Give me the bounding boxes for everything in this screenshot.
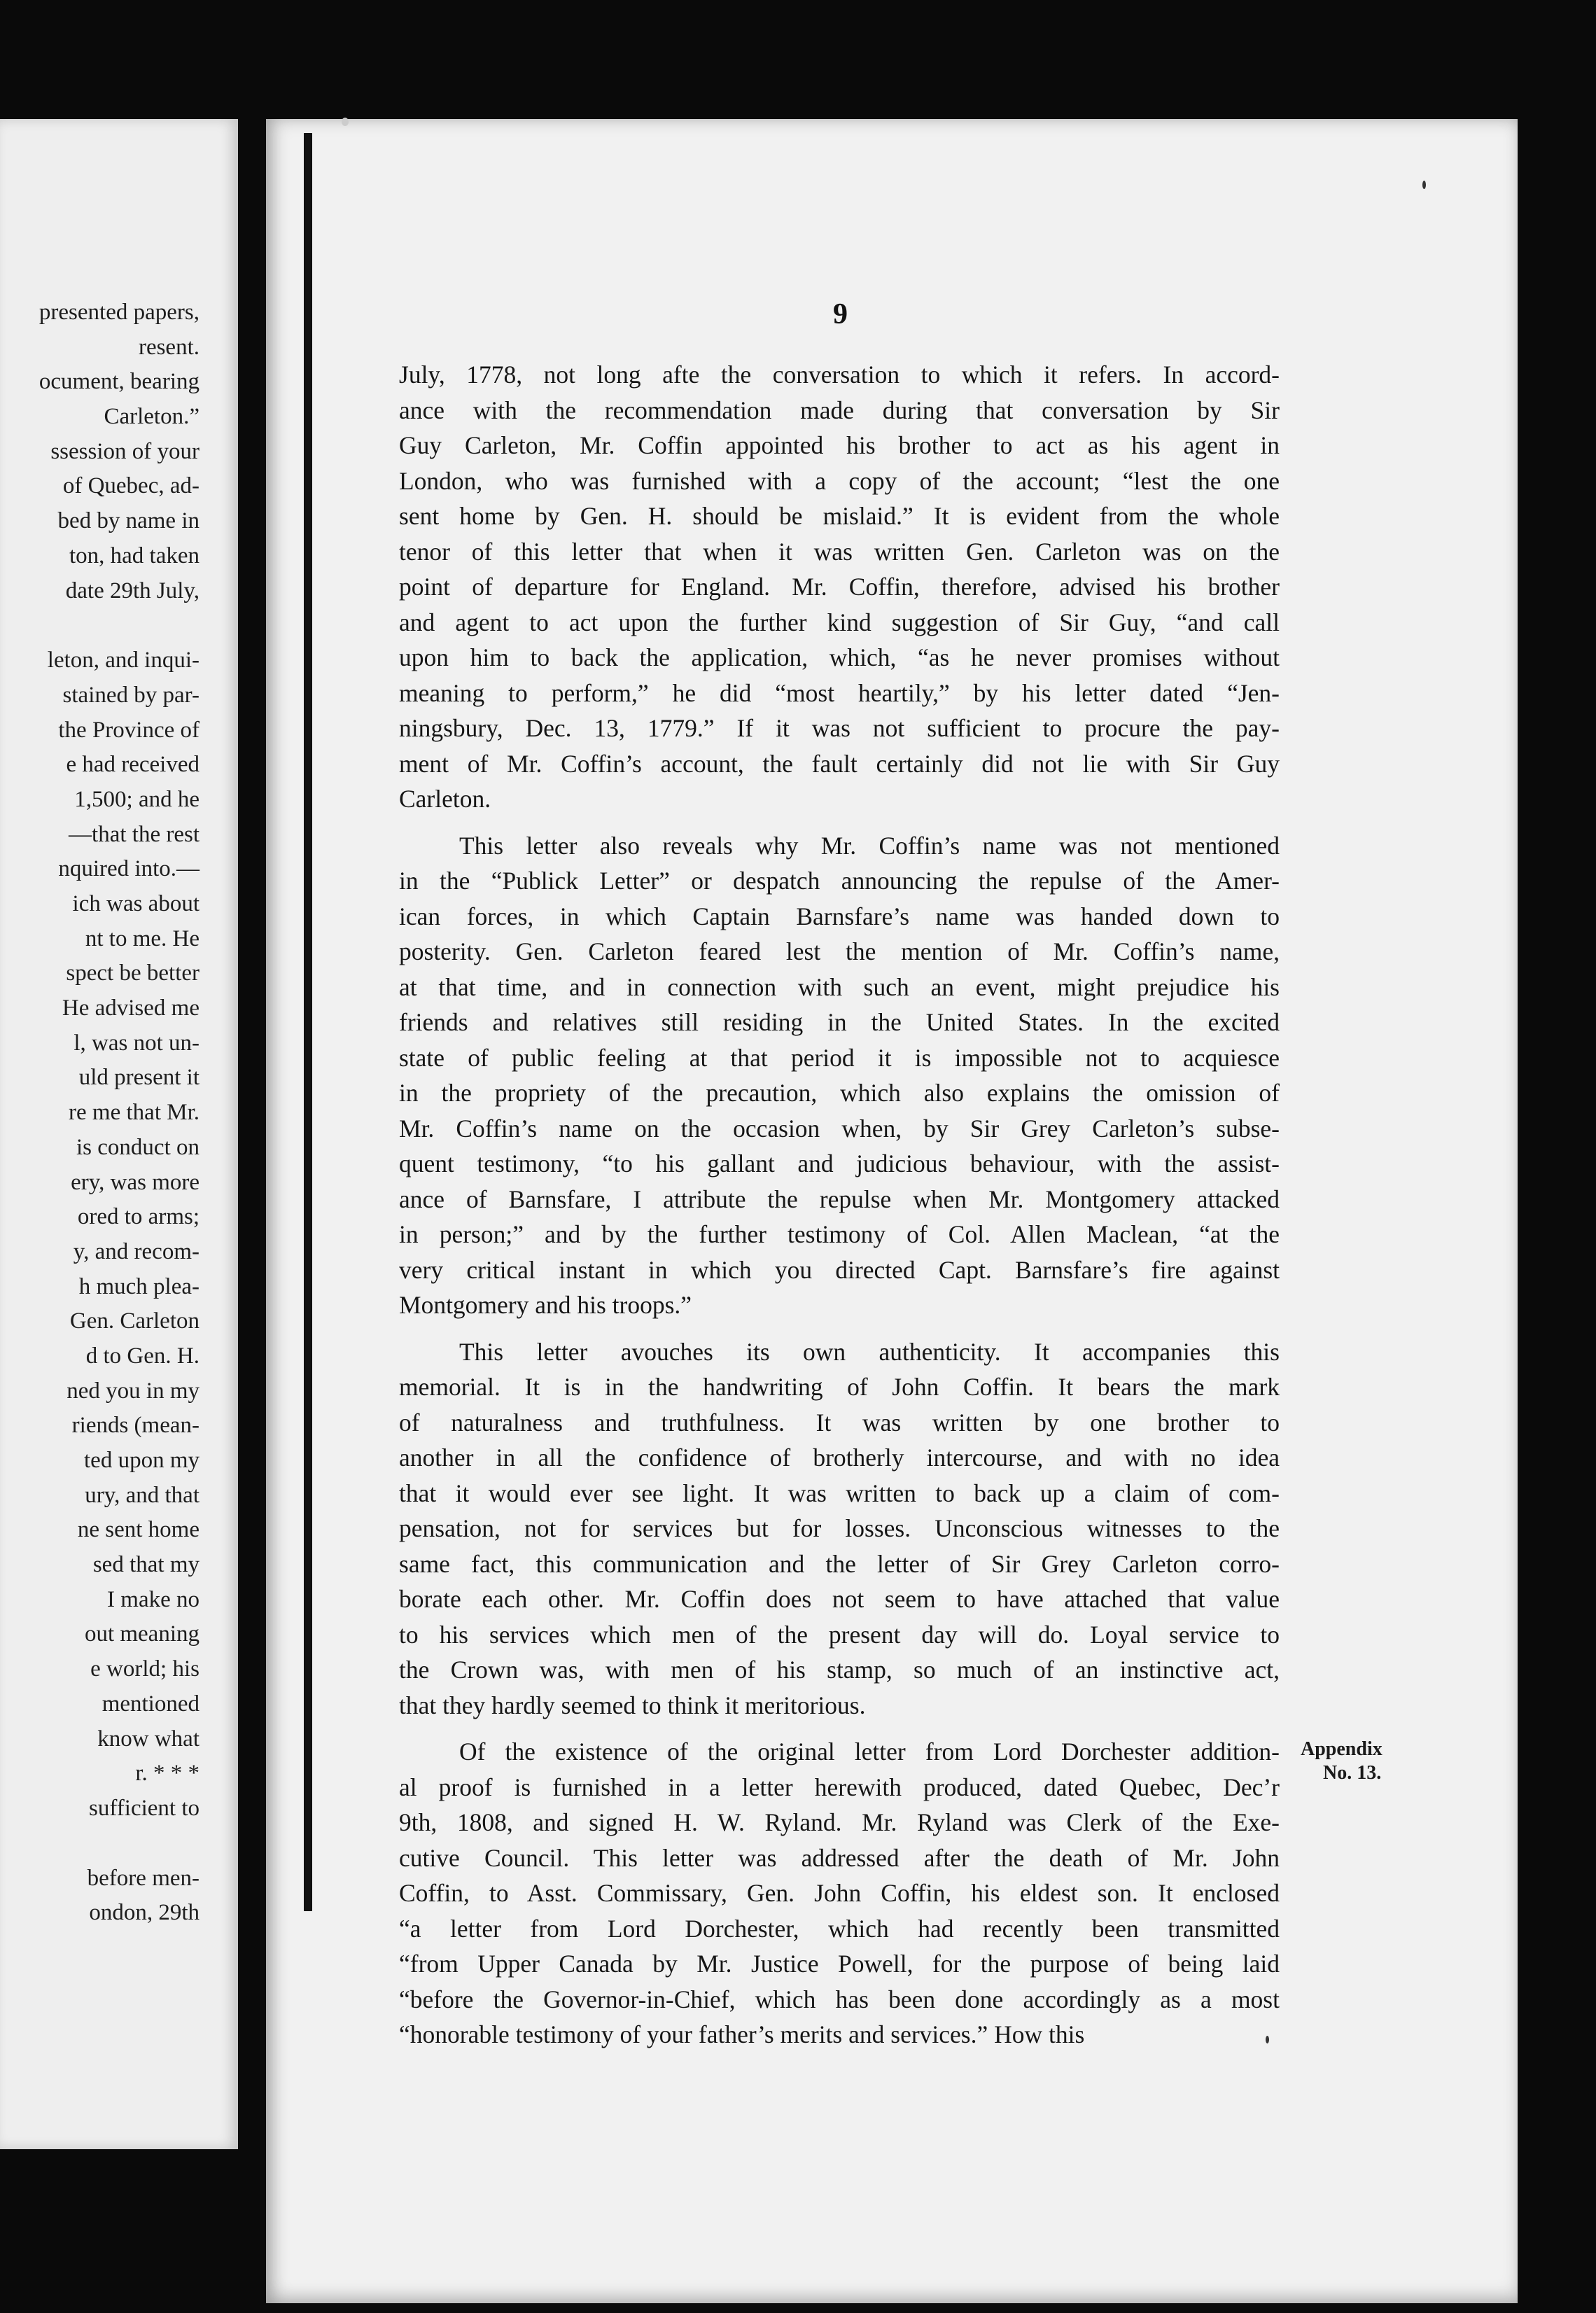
facing-page-line: uld present it (78, 1065, 200, 1091)
margin-note-number: No. 13. (1323, 1762, 1382, 1784)
text-line: tenor of this letter that when it was written Gen. Carleton was on the (399, 537, 1280, 566)
page-speck (1266, 2036, 1269, 2043)
text-line: ance with the recommendation made during that conversation by Sir (399, 396, 1280, 424)
text-line: This letter avouches its own authenticity. It accompanies this (459, 1337, 1280, 1366)
facing-page-line: ored to arms; (77, 1204, 200, 1230)
facing-page-line: ne sent home (77, 1517, 200, 1543)
facing-page-line: He advised me (62, 995, 200, 1021)
facing-page-line: is conduct on (76, 1134, 200, 1160)
facing-page-line: —that the rest (69, 821, 200, 847)
text-line: Mr. Coffin’s name on the occasion when, by Sir Grey Carleton’s subse- (399, 1114, 1280, 1142)
text-line: borate each other. Mr. Coffin does not seem to have attached that value (399, 1585, 1280, 1613)
text-line: ican forces, in which Captain Barnsfare’s name was handed down to (399, 902, 1280, 930)
facing-page-line: l, was not un- (74, 1030, 200, 1056)
text-line: London, who was furnished with a copy of the account; “lest the one (399, 466, 1280, 495)
facing-page-line: before men- (87, 1865, 200, 1891)
text-line: al proof is furnished in a letter herewith produced, dated Quebec, Dec’r (399, 1773, 1280, 1801)
text-line: very critical instant in which you directed Capt. Barnsfare’s fire against (399, 1255, 1280, 1284)
text-line: same fact, this communication and the letter of Sir Grey Carleton corro- (399, 1549, 1280, 1578)
text-line: in the “Publick Letter” or despatch announcing the repulse of the Amer- (399, 867, 1280, 895)
facing-page-line: spect be better (66, 960, 200, 986)
facing-page-line: 1,500; and he (74, 786, 200, 812)
text-line: memorial. It is in the handwriting of John Coffin. It bears the mark (399, 1373, 1280, 1401)
facing-page-line: d to Gen. H. (85, 1343, 200, 1369)
facing-page-line: r. * * * (135, 1761, 200, 1787)
text-line: July, 1778, not long afte the conversation to which it refers. In accord- (399, 361, 1280, 389)
paragraph (399, 1734, 1280, 2053)
page-binding-edge (304, 133, 312, 1911)
text-line: that they hardly seemed to think it meritorious. (399, 1691, 866, 1719)
facing-page-line: ted upon my (84, 1448, 200, 1473)
text-line: “from Upper Canada by Mr. Justice Powell, for the purpose of being laid (399, 1950, 1280, 1978)
text-line: in person;” and by the further testimony of Col. Allen Maclean, “at the (399, 1220, 1280, 1248)
facing-page-line: nt to me. He (85, 925, 200, 951)
facing-page-line: ery, was more (71, 1169, 200, 1195)
facing-page-line: out meaning (84, 1621, 200, 1647)
facing-page-line: y, and recom- (73, 1238, 200, 1264)
text-line: the Crown was, with men of his stamp, so much of an instinctive act, (399, 1656, 1280, 1684)
text-line: Montgomery and his troops.” (399, 1291, 692, 1319)
facing-page-line: riends (mean- (71, 1413, 200, 1439)
text-line: pensation, not for services but for losses. Unconscious witnesses to the (399, 1514, 1280, 1542)
text-line: “before the Governor-in-Chief, which has been done accordingly as a most (399, 1985, 1280, 2013)
text-line: Guy Carleton, Mr. Coffin appointed his brother to act as his agent in (399, 431, 1280, 459)
paragraph (399, 357, 1280, 817)
text-line: sent home by Gen. H. should be mislaid.” It is evident from the whole (399, 502, 1280, 530)
facing-page-line: e world; his (90, 1656, 200, 1682)
facing-page-line: ondon, 29th (89, 1900, 200, 1926)
text-line: ment of Mr. Coffin’s account, the fault certainly did not lie with Sir Guy (399, 749, 1280, 778)
facing-page-line: Carleton.” (104, 404, 200, 430)
facing-page-fragment (0, 119, 238, 2149)
text-line: “a letter from Lord Dorchester, which had recently been transmitted (399, 1914, 1280, 1943)
facing-page-line: h much plea- (78, 1273, 200, 1299)
facing-page-line: the Province of (58, 717, 200, 743)
facing-page-line: ton, had taken (69, 543, 200, 568)
facing-page-line: Gen. Carleton (69, 1308, 200, 1334)
facing-page-line: e had received (66, 752, 200, 778)
facing-page-line: bed by name in (57, 508, 200, 534)
facing-page-line: I make no (107, 1586, 200, 1612)
facing-page-line: leton, and inqui- (47, 648, 200, 673)
facing-page-line: sufficient to (89, 1795, 200, 1821)
text-line: Coffin, to Asst. Commissary, Gen. John Coffin, his eldest son. It enclosed (399, 1879, 1280, 1907)
text-line: “honorable testimony of your father’s merits and services.” How this (399, 2020, 1085, 2048)
text-line: upon him to back the application, which, “as he never promises without (399, 643, 1280, 671)
facing-page-line: stained by par- (62, 682, 200, 708)
text-line: quent testimony, “to his gallant and judicious behaviour, with the assist- (399, 1149, 1280, 1178)
text-line: cutive Council. This letter was addressed after the death of Mr. John (399, 1843, 1280, 1872)
text-line: another in all the confidence of brotherly intercourse, and with no idea (399, 1444, 1280, 1472)
facing-page-line: date 29th July, (65, 578, 200, 603)
text-line: to his services which men of the present day will do. Loyal service to (399, 1620, 1280, 1649)
facing-page-line (0, 1826, 200, 1861)
text-line: that it would ever see light. It was written to back up a claim of com- (399, 1479, 1280, 1507)
page-speck (342, 118, 349, 126)
text-line: Carleton. (399, 785, 491, 813)
text-line: posterity. Gen. Carleton feared lest the mention of Mr. Coffin’s name, (399, 937, 1280, 965)
margin-note-appendix (1301, 1738, 1382, 1785)
facing-page-line: of Quebec, ad- (62, 473, 200, 499)
facing-page-line: ich was about (72, 891, 200, 916)
facing-page-text (0, 295, 200, 1931)
facing-page-line: re me that Mr. (69, 1100, 200, 1126)
page-speck (1422, 181, 1426, 189)
text-line: Of the existence of the original letter from Lord Dorchester addition- (459, 1738, 1280, 1766)
facing-page-line: ocument, bearing (38, 369, 200, 395)
facing-page-line: presented papers, (38, 300, 200, 325)
facing-page-line: know what (97, 1726, 200, 1752)
text-line: state of public feeling at that period it is impossible not to acquiesce (399, 1043, 1280, 1072)
text-line: of naturalness and truthfulness. It was written by one brother to (399, 1408, 1280, 1437)
facing-page-line (0, 608, 200, 643)
body-text (399, 357, 1280, 2064)
text-line: meaning to perform,” he did “most heartily,” by his letter dated “Jen- (399, 678, 1280, 707)
text-line: 9th, 1808, and signed H. W. Ryland. Mr. Ryland was Clerk of the Exe- (399, 1808, 1280, 1836)
facing-page-line: mentioned (102, 1691, 200, 1717)
paragraph (399, 1334, 1280, 1724)
facing-page-line: ury, and that (85, 1482, 200, 1508)
margin-note-label: Appendix (1301, 1738, 1382, 1760)
facing-page-line: resent. (138, 334, 200, 360)
text-line: This letter also reveals why Mr. Coffin’s name was not mentioned (459, 831, 1280, 860)
facing-page-line: sed that my (92, 1552, 200, 1578)
text-line: in the propriety of the precaution, which also explains the omission of (399, 1079, 1280, 1107)
text-line: ance of Barnsfare, I attribute the repulse when Mr. Montgomery attacked (399, 1185, 1280, 1213)
text-line: ningsbury, Dec. 13, 1779.” If it was not sufficient to procure the pay- (399, 714, 1280, 742)
page-number: 9 (833, 298, 848, 330)
text-line: and agent to act upon the further kind suggestion of Sir Guy, “and call (399, 608, 1280, 636)
text-line: at that time, and in connection with such an event, might prejudice his (399, 972, 1280, 1001)
text-line: point of departure for England. Mr. Coffin, therefore, advised his brother (399, 573, 1280, 601)
facing-page-line: ned you in my (66, 1378, 200, 1404)
facing-page-line: ssession of your (50, 438, 200, 464)
text-line: friends and relatives still residing in the United States. In the excited (399, 1008, 1280, 1036)
paragraph (399, 828, 1280, 1323)
facing-page-line: nquired into.— (58, 856, 200, 882)
